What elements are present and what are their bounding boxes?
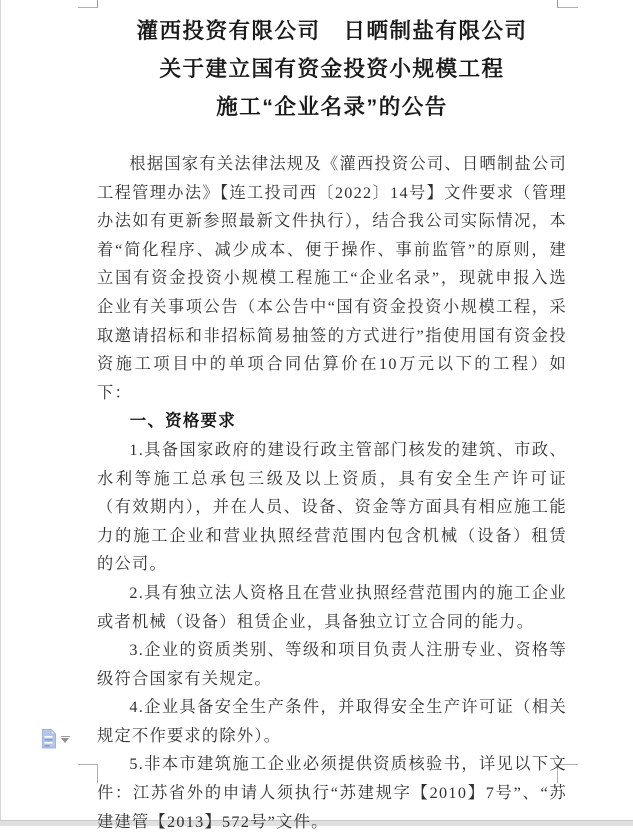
- page-left-edge: [0, 0, 1, 820]
- document-title-line[interactable]: 灌西投资有限公司 日晒制盐有限公司: [136, 19, 528, 43]
- body-paragraph[interactable]: 4.企业具备安全生产条件，并取得安全生产许可证（相关规定不作要求的除外）。: [97, 698, 567, 745]
- document-title-line[interactable]: 施工“企业名录”的公告: [216, 95, 448, 119]
- chevron-down-icon[interactable]: [61, 736, 70, 743]
- body-paragraph[interactable]: 1.具备国家政府的建设行政主管部门核发的建筑、市政、水利等施工总承包三级及以上资质，具有安全生产许可证（有效期内），并在人员、设备、资金等方面具有相应施工能力的施工企业和营业执照经营范围内包含机械（设备）租赁的公司。: [97, 440, 567, 574]
- document-title-line[interactable]: 关于建立国有资金投资小规模工程: [159, 57, 505, 81]
- chevron-triangle: [61, 738, 69, 743]
- paste-options-icon[interactable]: [41, 728, 57, 750]
- document-title: [97, 12, 567, 126]
- document-text-area[interactable]: [97, 0, 567, 836]
- body-paragraph[interactable]: 根据国家有关法律法规及《灌西投资公司、日晒制盐公司工程管理办法》【连工投司西〔2022〕14号】文件要求（管理办法如有更新参照最新文件执行），结合我公司实际情况，本着“简化程序、减少成本、便于操作、事前监管”的原则，建立国有资金投资小规模工程施工“企业名录”，现就申报入选企业有关事项公告（本公告中“国有资金投资小规模工程，采取邀请招标和非招标简易抽签的方式进行”指使用国有资金投资施工项目中的单项合同估算价在10万元以下的工程）如下：: [97, 155, 567, 402]
- section-heading[interactable]: 一、资格要求: [129, 412, 236, 431]
- body-paragraph[interactable]: 3.企业的资质类别、等级和项目负责人注册专业、资格等级符合国家有关规定。: [97, 641, 567, 688]
- chevron-bar: [61, 736, 70, 737]
- document-body: [97, 150, 567, 836]
- margin-crop-mark-top-left: [78, 0, 98, 8]
- body-paragraph[interactable]: 5.非本市建筑施工企业必须提供资质核验书，详见以下文件：江苏省外的申请人须执行“苏建规字【2010】7号”、“苏建建管【2013】572号”文件。: [97, 755, 567, 831]
- margin-crop-mark-bottom-left: [78, 764, 98, 783]
- body-paragraph[interactable]: 2.具有独立法人资格且在营业执照经营范围内的施工企业或者机械（设备）租赁企业，具备独立订立合同的能力。: [97, 583, 567, 631]
